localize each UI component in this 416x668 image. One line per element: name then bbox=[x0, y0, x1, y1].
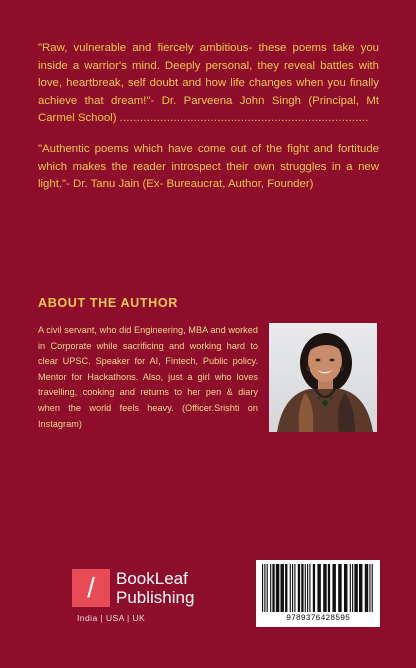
barcode-bar bbox=[359, 564, 362, 612]
barcode-bar bbox=[301, 564, 303, 612]
barcode-bar bbox=[309, 564, 310, 612]
barcode-bar bbox=[344, 564, 347, 612]
barcode-bar bbox=[328, 564, 330, 612]
barcode-bar bbox=[369, 564, 370, 612]
barcode-bar bbox=[290, 564, 291, 612]
barcode-bar bbox=[317, 564, 320, 612]
publisher-slash-icon: / bbox=[87, 572, 95, 603]
barcode-bar bbox=[365, 564, 368, 612]
publisher-logo-mark bbox=[72, 569, 110, 607]
barcode-bar bbox=[294, 564, 295, 612]
barcode-bar bbox=[305, 564, 306, 612]
author-photo bbox=[269, 323, 377, 432]
publisher-name-line-2: Publishing bbox=[116, 588, 195, 607]
barcode-bar bbox=[272, 564, 274, 612]
barcode-bar bbox=[307, 564, 308, 612]
author-bio: A civil servant, who did Engineering, MBA and worked in Corporate while sacrificing and working hard to clear UPSC. Speaker for AI, Fintech, Public policy. Mentor for Hackathons. Also, just a girl who loves travelling, cooking and returns to her pen & diary when the world feels heavy. (Officer.Srishti on Instagram) bbox=[38, 325, 258, 429]
barcode-bar bbox=[280, 564, 283, 612]
about-author-heading: ABOUT THE AUTHOR bbox=[38, 296, 178, 310]
endorsement-text-1: "Raw, vulnerable and fiercely ambitious- these poems take you inside a warrior's mind. Deeply personal, they reveal battles with love, heartbreak, self doubt and how life changes when you finally achieve that dream!"- Dr. Parveena John Singh (Principal, Mt Carmel School) bbox=[38, 42, 379, 125]
author-portrait-illustration bbox=[269, 323, 377, 432]
isbn-barcode bbox=[256, 560, 380, 627]
quote-divider: .......................................................................... bbox=[119, 112, 369, 125]
isbn-number: 9789376428595 bbox=[286, 614, 350, 623]
endorsement-quote-1 bbox=[38, 40, 379, 128]
barcode-bar bbox=[338, 564, 341, 612]
barcode-bar bbox=[292, 564, 293, 612]
barcode-bar bbox=[298, 564, 300, 612]
barcode-bar bbox=[262, 564, 263, 612]
publisher-name-line-1: BookLeaf bbox=[116, 569, 188, 588]
barcode-bar bbox=[264, 564, 265, 612]
barcode-bar bbox=[354, 564, 357, 612]
barcode-bar bbox=[350, 564, 351, 612]
barcode-bar bbox=[372, 564, 373, 612]
barcode-bar bbox=[267, 564, 268, 612]
endorsement-quote-2: "Authentic poems which have come out of the fight and fortitude which makes the reader introspect their own struggles in a new light."- Dr. Tanu Jain (Ex- Bureaucrat, Author, Founder) bbox=[38, 143, 379, 191]
barcode-bar bbox=[285, 564, 287, 612]
publisher-regions: India | USA | UK bbox=[77, 613, 146, 623]
barcode-bar bbox=[323, 564, 326, 612]
barcode-bars bbox=[261, 564, 375, 612]
barcode-bar bbox=[352, 564, 353, 612]
barcode-bar bbox=[313, 564, 315, 612]
barcode-bar bbox=[332, 564, 335, 612]
barcode-bar bbox=[276, 564, 279, 612]
barcode-bar bbox=[270, 564, 271, 612]
